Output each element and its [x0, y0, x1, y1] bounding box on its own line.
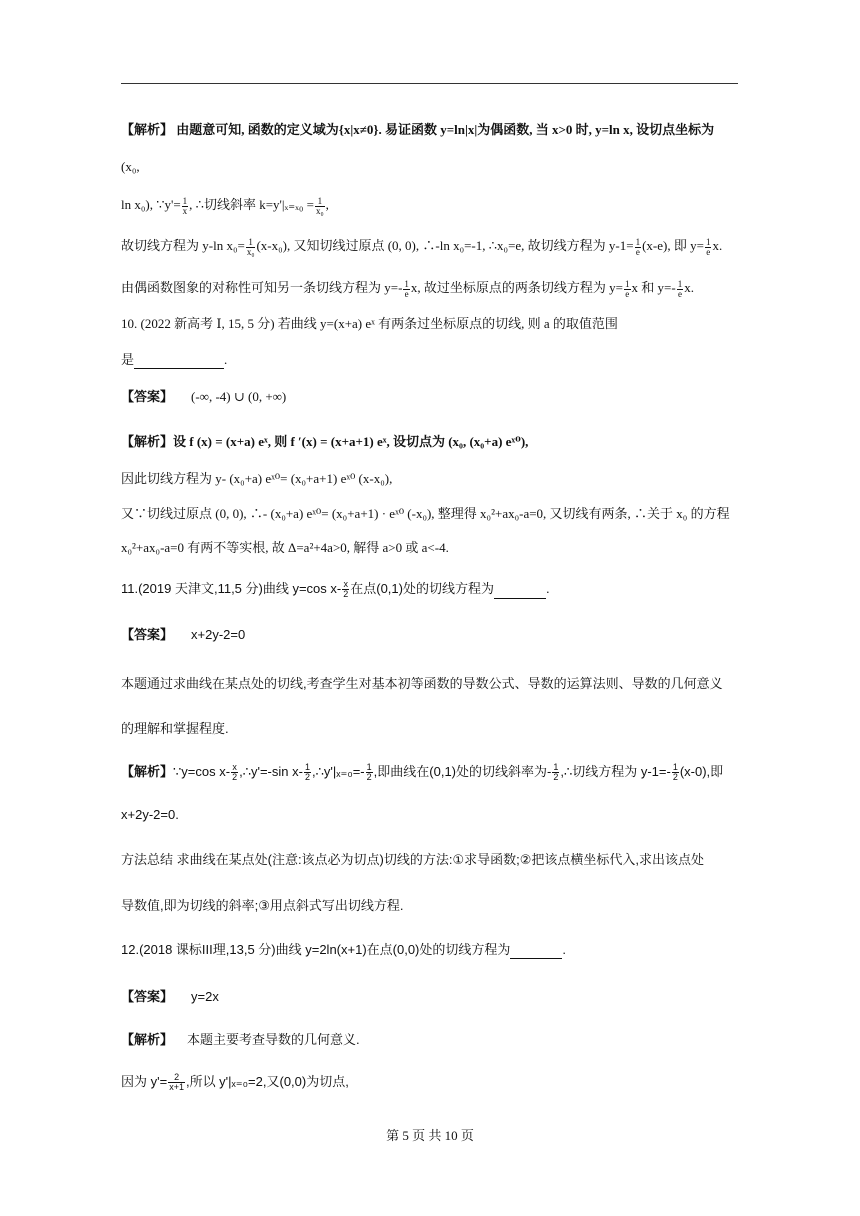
- fraction: $\frac{x}{2}$: [232, 762, 238, 783]
- text-line: 由偶函数图象的对称性可知另一条切线方程为 y=- $\frac{1}{e}$ x, 故过坐标原点的两条切线方程为 y= $\frac{1}{e}$ x 和 y=- $\frac{1}{e}$ x.: [121, 278, 694, 299]
- answer-line: 【答案】 (-∞, -4) ∪ (0, +∞): [121, 389, 287, 404]
- answer-line: 【答案】 y=2x: [121, 989, 219, 1004]
- text-line: ln x₀), ∵y'= $\frac{1}{x}$ , ∴切线斜率 k=y'|ₓ₌ₓ₀ = $\frac{1}{\text{x₀}}$ ,: [121, 195, 329, 216]
- question-11: 11.(2019 天津文,11,5 分)曲线 y=cos x- $\frac{x}{2}$ 在点(0,1)处的切线方程为 .: [121, 579, 550, 600]
- fraction: $\frac{1}{2}$: [304, 762, 310, 783]
- text-line: 【解析】∵y=cos x- $\frac{x}{2}$ ,∴y'=-sin x- $\frac{1}{2}$ ,∴y'|ₓ₌₀=- $\frac{1}{2}$ ,即曲线在(0,1)处的切线斜率为- $\frac{1}{2}$ ,∴切线方程为 y-1=- $\frac{1}{2}$ (x-0),即: [121, 762, 724, 783]
- text-line: 【解析】 由题意可知, 函数的定义域为{x|x≠0}. 易证函数 y=ln|x|为偶函数, 当 x>0 时, y=ln x, 设切点坐标为: [121, 122, 715, 137]
- fraction: $\frac{1}{2}$: [366, 762, 372, 783]
- text-line: (x₀,: [121, 159, 140, 174]
- text-line: 是 .: [121, 352, 228, 367]
- fraction: $\frac{1}{x}$: [182, 195, 188, 216]
- text-line: x₀²+ax₀-a=0 有两不等实根, 故 Δ=a²+4a>0, 解得 a>0 或 a<-4.: [121, 540, 449, 555]
- text-line: 因为 y'= $\frac{2}{x+1}$ ,所以 y'|ₓ₌₀=2,又(0,0)为切点,: [121, 1072, 349, 1093]
- text-line: 方法总结 求曲线在某点处(注意:该点必为切点)切线的方法:①求导函数;②把该点横坐标代入,求出该点处: [121, 852, 705, 867]
- fraction: $\frac{1}{\text{x₀}}$: [316, 195, 324, 216]
- text-line: 又∵切线过原点 (0, 0), ∴- (x₀+a) eˣ⁰= (x₀+a+1) · eˣ⁰ (-x₀), 整理得 x₀²+ax₀-a=0, 又切线有两条, ∴关于 x₀ 的方程: [121, 506, 730, 521]
- fraction: $\frac{1}{e}$: [677, 278, 683, 299]
- fraction: $\frac{x}{2}$: [343, 579, 349, 600]
- answer-blank: [494, 584, 546, 599]
- fraction: $\frac{2}{x+1}$: [169, 1072, 184, 1093]
- text-line: 故切线方程为 y-ln x₀= $\frac{1}{\text{x₀}}$ (x-x₀), 又知切线过原点 (0, 0), ∴-ln x₀=-1, ∴x₀=e, 故切线方程为 y-1= $\frac{1}{e}$ (x-e), 即 y= $\frac{1}{e}$ x.: [121, 236, 723, 257]
- text-line: 【解析】 本题主要考查导数的几何意义.: [121, 1032, 360, 1047]
- page-footer: 第 5 页 共 10 页: [386, 1128, 474, 1143]
- text-line: 的理解和掌握程度.: [121, 721, 229, 736]
- fraction: $\frac{1}{e}$: [404, 278, 409, 299]
- fraction: $\frac{1}{e}$: [705, 236, 711, 257]
- question-10: 10. (2022 新高考 Ⅰ, 15, 5 分) 若曲线 y=(x+a) eˣ 有两条过坐标原点的切线, 则 a 的取值范围: [121, 316, 618, 331]
- fraction: $\frac{1}{2}$: [553, 762, 559, 783]
- fraction: $\frac{1}{e}$: [625, 278, 630, 299]
- question-12: 12.(2018 课标III理,13,5 分)曲线 y=2ln(x+1)在点(0,0)处的切线方程为 .: [121, 942, 567, 957]
- fraction: $\frac{1}{2}$: [672, 762, 678, 783]
- answer-blank: [510, 944, 562, 959]
- text-line: 导数值,即为切线的斜率;③用点斜式写出切线方程.: [121, 898, 404, 913]
- fraction: $\frac{1}{\text{x₀}}$: [246, 236, 255, 257]
- answer-line: 【答案】 x+2y-2=0: [121, 627, 246, 642]
- fraction: $\frac{1}{e}$: [635, 236, 641, 257]
- text-line: 因此切线方程为 y- (x₀+a) eˣ⁰= (x₀+a+1) eˣ⁰ (x-x₀),: [121, 471, 393, 486]
- header-rule: [121, 83, 738, 84]
- answer-blank: [134, 354, 224, 369]
- text-line: 本题通过求曲线在某点处的切线,考查学生对基本初等函数的导数公式、导数的运算法则、导数的几何意义: [121, 676, 723, 691]
- text-line: 【解析】设 f (x) = (x+a) eˣ, 则 f ′(x) = (x+a+1) eˣ, 设切点为 (x₀, (x₀+a) eˣ⁰),: [121, 434, 529, 449]
- text-line: x+2y-2=0.: [121, 807, 179, 822]
